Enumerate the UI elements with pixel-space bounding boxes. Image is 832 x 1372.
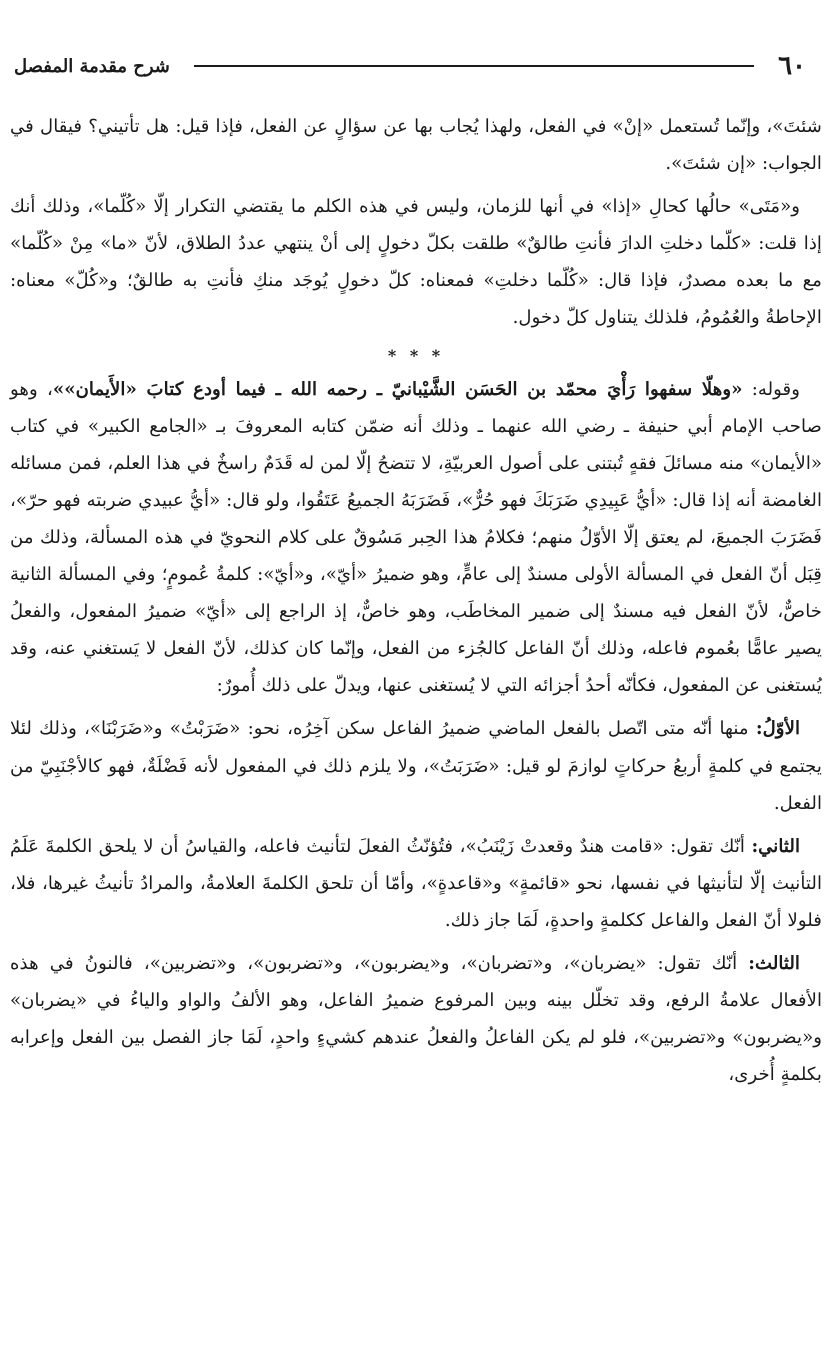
- section-separator: * * *: [387, 345, 445, 365]
- item-label: الثالث:: [748, 952, 800, 974]
- item-label: الثاني:: [751, 835, 800, 857]
- item-text: منها أنّه متى اتّصل بالفعل الماضي ضميرُ الفاعل سكن آخِرُه، نحو: «ضَرَبْتُ» و«ضَرَبْنَا»، وذلك لئلا يجتمع في كلمةٍ أربعُ حركاتٍ لوازمَ لو قيل: «ضَرَبَتُ»، ولا يلزم ذلك في المفعول لأنه فَضْلَةٌ، فهو كالأجْنَبِيّ من الفعل.: [10, 718, 822, 814]
- list-item: [10, 828, 822, 939]
- quote-paragraph: [10, 371, 822, 705]
- quote-intro: وقوله:: [742, 378, 801, 400]
- page-number: ٦٠: [778, 51, 806, 81]
- header-rule: [194, 65, 754, 67]
- item-label: الأوّلُ:: [755, 718, 800, 740]
- list-item: [10, 945, 822, 1093]
- list-item: [10, 710, 822, 821]
- quoted-text: «وهلّا سفهوا رَأْيَ محمّد بن الحَسَن الشَّيْبانيّ ـ رحمه الله ـ فيما أودع كتابَ «الأَيمان»»: [52, 378, 743, 400]
- running-title: شرح مقدمة المفصل: [14, 55, 170, 77]
- page-body: [10, 108, 822, 1093]
- paragraph: و«مَتَى» حالُها كحالِ «إذا» في أنها للزمان، وليس في هذه الكلم ما يقتضي التكرار إلّا «كُلّما»، وذلك أنك إذا قلت: «كلّما دخلتِ الدارَ فأنتِ طالقٌ» طلقت بكلّ دخولٍ إلى أنْ ينتهي عددُ الطلاق، لأنّ «ما» مِنْ «كُلّما» مع ما بعده مصدرٌ، فإذا قال: «كُلّما دخلتِ» فمعناه: كلّ دخولٍ يُوجَد منكِ فأنتِ به طالقٌ؛ و«كُلّ» معناه: الإحاطةُ والعُمُومُ، فلذلك يتناول كلّ دخول.: [10, 196, 822, 329]
- item-text: أنّك تقول: «قامت هندٌ وقعدتْ زَيْنَبُ»، فتُؤنّثُ الفعلَ لتأنيث فاعله، والقياسُ أن لا يلحق الكلمةَ عَلَمُ التأنيث إلّا لتأنيثها في نفسها، نحو «قائمةٍ» و«قاعدةٍ»، وأمّا أن تلحق الكلمةَ العلامةُ، والمرادُ تأنيثُ غيرها، فلا، فلولا أنّ الفعل والفاعل ككلمةٍ واحدةٍ، لَمَا جاز ذلك.: [10, 835, 822, 931]
- quote-commentary: ، وهو صاحب الإمام أبي حنيفة ـ رضي الله عنهما ـ وذلك أنه ضمّن كتابه المعروفَ بـ «الجامع الكبير» في كتاب «الأيمان» منه مسائلَ فقهٍ تُبتنى على أصول العربيّةِ، لا تتضحُ إلّا لمن له قَدَمٌ راسخٌ في هذا العلم، فمن مسائله الغامضة أنه إذا قال: «أيُّ عَبِيدِي ضَرَبَكَ فهو حُرٌّ»، فَضَرَبَهُ الجميعُ عَتَقُوا، ولو قال: «أيُّ عبيدي ضربته فهو حرّ»، فَضَرَبَ الجميعَ، لم يعتق إلّا الأوّلُ منهم؛ فكلامُ هذا الحِبر مَسُوقٌ على كلام النحويّ في هذه المسألة، وذلك من قِبَل أنّ الفعل في المسألة الأولى مسندٌ إلى عامٍّ، وهو ضميرُ «أيّ»، و«أيّ»: كلمةُ عُمومٍ؛ وفي المسألة الثانية خاصٌّ، لأنّ الفعل فيه مسندٌ إلى ضمير المخاطَب، وهو خاصٌّ، إذ الراجع إلى «أيّ» ضميرُ المفعول، والفعلُ يصير عامًّا بعُموم فاعله، وذلك أنّ الفاعل كالجُزء من الفعل، وإنّما كان كذلك، لأنّ الفعل لا يَستغني عنه، وقد يُستغنى عن المفعول، فكأنّه أحدُ أجزائه التي لا يُستغنى عنها، ويدلّ على ذلك أُمورٌ:: [10, 378, 822, 697]
- item-text: أنّك تقول: «يضربان»، و«تضربان»، و«يضربون»، و«تضربون»، و«تضربين»، فالنونُ في هذه الأفعال علامةُ الرفع، وقد تخلّل بينه وبين المرفوع ضميرُ الفاعل، وهو الألفُ والواو والياءُ في «يضربان» و«يضربون» و«تضربين»، فلو لم يكن الفاعلُ والفعلُ عندهم كشيءٍ واحدٍ، لَمَا جاز الفصل بين الفعل وإعرابه بكلمةٍ أُخرى،: [10, 952, 822, 1086]
- paragraph: شئتَ»، وإنّما تُستعمل «إنْ» في الفعل، ولهذا يُجاب بها عن سؤالٍ عن الفعل، فإذا قيل: هل تأتيني؟ فيقال في الجواب: «إن شئتَ».: [10, 116, 822, 175]
- page-header: [14, 50, 806, 82]
